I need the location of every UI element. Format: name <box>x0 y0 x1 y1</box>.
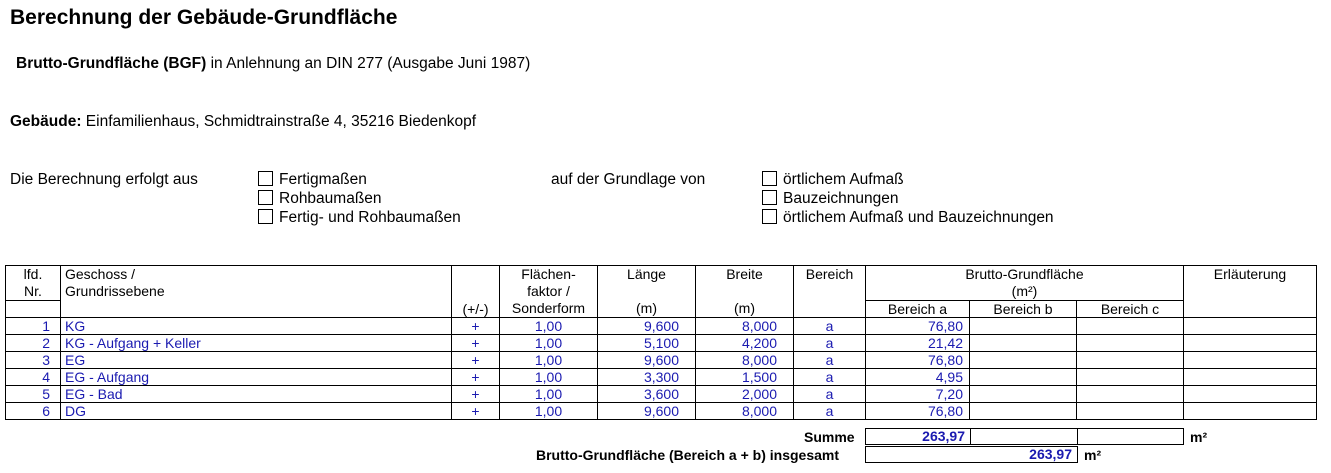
cell-b <box>970 335 1077 352</box>
col-bgf-header: Brutto-Grundfläche (m²) <box>866 266 1184 301</box>
cell-a: 76,80 <box>866 352 970 369</box>
table-row <box>6 386 1317 403</box>
cell-faktor: 1,00 <box>500 386 598 403</box>
cell-c <box>1077 369 1184 386</box>
page-title: Berechnung der Gebäude-Grundfläche <box>10 6 398 29</box>
subtitle <box>16 55 530 73</box>
cell-sign: + <box>452 335 500 352</box>
cell-c <box>1077 403 1184 420</box>
col-erlaeuterung-header: Erläuterung <box>1184 266 1317 318</box>
summe-a-value: 263,97 <box>865 428 971 445</box>
col-bereich-b-header: Bereich b <box>970 301 1077 318</box>
cell-erl <box>1184 386 1317 403</box>
cell-breite: 8,000 <box>696 318 794 335</box>
header-row-1 <box>6 266 1317 301</box>
summe-c-value <box>1077 428 1184 445</box>
cell-faktor: 1,00 <box>500 335 598 352</box>
checkbox[interactable] <box>762 209 777 224</box>
cell-bereich: a <box>794 369 866 386</box>
col-faktor-header: Flächen- faktor / Sonderform <box>500 266 598 318</box>
basis-option-0[interactable]: örtlichem Aufmaß <box>762 171 904 189</box>
col-sign-header: (+/-) <box>452 266 500 318</box>
area-table <box>5 265 1317 420</box>
summe-b-value <box>970 428 1078 445</box>
cell-laenge: 9,600 <box>598 352 696 369</box>
table-row <box>6 369 1317 386</box>
cell-sign: + <box>452 352 500 369</box>
checkbox[interactable] <box>762 171 777 186</box>
cell-bereich: a <box>794 352 866 369</box>
cell-a: 21,42 <box>866 335 970 352</box>
checkbox[interactable] <box>258 171 273 186</box>
table-row <box>6 318 1317 335</box>
col-bereich-a-header: Bereich a <box>866 301 970 318</box>
cell-name: KG <box>61 318 452 335</box>
calc-from-option-0[interactable]: Fertigmaßen <box>258 171 367 189</box>
table-body <box>6 318 1317 420</box>
cell-c <box>1077 386 1184 403</box>
cell-name: EG <box>61 352 452 369</box>
cell-breite: 2,000 <box>696 386 794 403</box>
checkbox[interactable] <box>258 209 273 224</box>
cell-c <box>1077 335 1184 352</box>
cell-faktor: 1,00 <box>500 403 598 420</box>
col-bereich-c-header: Bereich c <box>1077 301 1184 318</box>
lfd-spacer <box>6 301 61 318</box>
basis-option-2[interactable]: örtlichem Aufmaß und Bauzeichnungen <box>762 209 1054 227</box>
checkbox[interactable] <box>762 190 777 205</box>
table-row <box>6 403 1317 420</box>
cell-bereich: a <box>794 318 866 335</box>
subtitle-bold: Brutto-Grundfläche (BGF) <box>16 55 207 72</box>
calc-from-label: Die Berechnung erfolgt aus <box>10 171 198 188</box>
basis-option-1[interactable]: Bauzeichnungen <box>762 190 899 208</box>
cell-laenge: 3,600 <box>598 386 696 403</box>
table-row <box>6 335 1317 352</box>
cell-nr: 3 <box>6 352 61 369</box>
cell-c <box>1077 318 1184 335</box>
cell-a: 4,95 <box>866 369 970 386</box>
cell-b <box>970 318 1077 335</box>
building-value: Einfamilienhaus, Schmidtrainstraße 4, 35216 Biedenkopf <box>81 113 477 130</box>
cell-breite: 8,000 <box>696 403 794 420</box>
basis-label: auf der Grundlage von <box>551 171 706 188</box>
cell-name: KG - Aufgang + Keller <box>61 335 452 352</box>
cell-erl <box>1184 369 1317 386</box>
cell-breite: 4,200 <box>696 335 794 352</box>
total-unit: m² <box>1084 447 1102 463</box>
calc-from-option-2[interactable]: Fertig- und Rohbaumaßen <box>258 209 461 227</box>
cell-faktor: 1,00 <box>500 318 598 335</box>
table-row <box>6 352 1317 369</box>
cell-erl <box>1184 318 1317 335</box>
cell-erl <box>1184 403 1317 420</box>
cell-breite: 8,000 <box>696 352 794 369</box>
cell-a: 76,80 <box>866 318 970 335</box>
cell-erl <box>1184 352 1317 369</box>
cell-a: 76,80 <box>866 403 970 420</box>
cell-b <box>970 369 1077 386</box>
col-geschoss-header: Geschoss / Grundrissebene <box>61 266 452 318</box>
col-laenge-header: Länge (m) <box>598 266 696 318</box>
cell-name: EG - Aufgang <box>61 369 452 386</box>
cell-name: DG <box>61 403 452 420</box>
cell-bereich: a <box>794 403 866 420</box>
cell-laenge: 9,600 <box>598 403 696 420</box>
cell-nr: 1 <box>6 318 61 335</box>
cell-erl <box>1184 335 1317 352</box>
cell-laenge: 5,100 <box>598 335 696 352</box>
subtitle-rest: in Anlehnung an DIN 277 (Ausgabe Juni 1987) <box>206 55 531 72</box>
cell-c <box>1077 352 1184 369</box>
cell-sign: + <box>452 318 500 335</box>
cell-nr: 6 <box>6 403 61 420</box>
col-lfd-header: lfd. Nr. <box>6 266 61 301</box>
cell-nr: 2 <box>6 335 61 352</box>
cell-b <box>970 352 1077 369</box>
building-label: Gebäude: <box>10 113 82 130</box>
cell-sign: + <box>452 386 500 403</box>
cell-laenge: 3,300 <box>598 369 696 386</box>
cell-sign: + <box>452 403 500 420</box>
col-breite-header: Breite (m) <box>696 266 794 318</box>
cell-bereich: a <box>794 335 866 352</box>
building-line <box>10 113 476 131</box>
total-value: 263,97 <box>865 446 1078 463</box>
cell-sign: + <box>452 369 500 386</box>
cell-faktor: 1,00 <box>500 369 598 386</box>
cell-breite: 1,500 <box>696 369 794 386</box>
cell-name: EG - Bad <box>61 386 452 403</box>
col-bereich-header: Bereich <box>794 266 866 318</box>
summe-unit: m² <box>1190 429 1208 445</box>
summe-label: Summe <box>804 429 855 445</box>
cell-nr: 4 <box>6 369 61 386</box>
cell-laenge: 9,600 <box>598 318 696 335</box>
cell-faktor: 1,00 <box>500 352 598 369</box>
total-label: Brutto-Grundfläche (Bereich a + b) insgesamt <box>536 447 839 463</box>
cell-nr: 5 <box>6 386 61 403</box>
cell-bereich: a <box>794 386 866 403</box>
cell-a: 7,20 <box>866 386 970 403</box>
checkbox[interactable] <box>258 190 273 205</box>
calc-from-option-1[interactable]: Rohbaumaßen <box>258 190 382 208</box>
cell-b <box>970 403 1077 420</box>
cell-b <box>970 386 1077 403</box>
